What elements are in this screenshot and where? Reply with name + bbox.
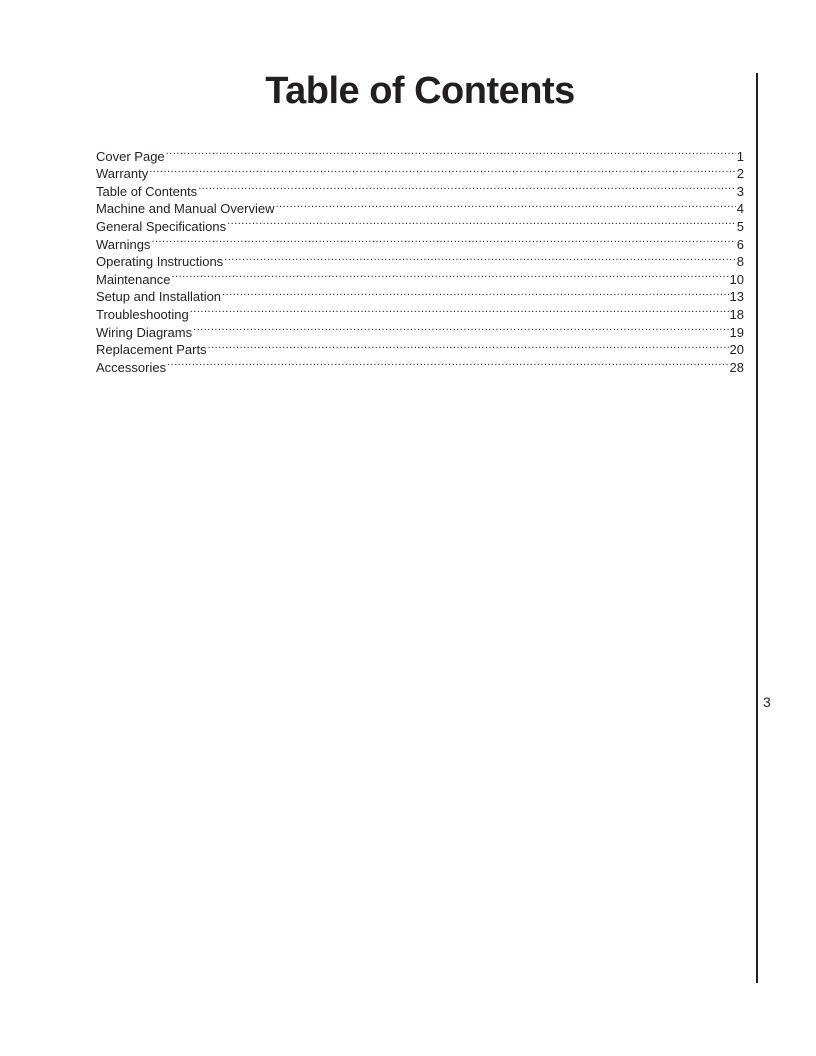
toc-entry[interactable] (96, 337, 744, 358)
toc-entry-page: 10 (729, 271, 744, 287)
toc-entry-label: Warranty (96, 166, 149, 182)
dot-leader (149, 161, 736, 179)
toc-entry[interactable] (96, 354, 744, 375)
toc-entry-page: 28 (729, 359, 744, 375)
toc-entry-page: 4 (736, 201, 744, 217)
toc-entry-label: Machine and Manual Overview (96, 201, 275, 217)
toc-entry[interactable] (96, 178, 744, 199)
toc-entry-label: Table of Contents (96, 183, 198, 199)
vertical-rule (756, 73, 758, 983)
page-title: Table of Contents (265, 70, 575, 112)
dot-leader (275, 196, 735, 214)
toc-entry-page: 1 (736, 148, 744, 164)
toc-entry-label: Replacement Parts (96, 342, 207, 358)
toc-entry-page: 19 (729, 324, 744, 340)
toc-entry[interactable] (96, 161, 744, 182)
dot-leader (224, 249, 736, 267)
toc-entry-page: 2 (736, 166, 744, 182)
toc-entry-page: 3 (736, 183, 744, 199)
toc-entry-label: Setup and Installation (96, 289, 222, 305)
toc-entry-label: Operating Instructions (96, 254, 224, 270)
toc-entry[interactable] (96, 301, 744, 322)
toc-entry[interactable] (96, 231, 744, 252)
toc-entry-page: 6 (736, 236, 744, 252)
toc-entry-page: 20 (729, 342, 744, 358)
toc-entry-label: Warnings (96, 236, 151, 252)
dot-leader (166, 143, 736, 161)
dot-leader (190, 301, 729, 319)
toc-entry-page: 5 (736, 218, 744, 234)
dot-leader (208, 337, 729, 355)
toc-entry-label: Cover Page (96, 148, 165, 164)
dot-leader (167, 354, 728, 372)
dot-leader (151, 231, 735, 249)
table-of-contents (96, 143, 744, 375)
toc-entry[interactable] (96, 143, 744, 164)
dot-leader (193, 319, 728, 337)
toc-entry[interactable] (96, 284, 744, 305)
toc-entry-label: Wiring Diagrams (96, 324, 193, 340)
page-number: 3 (763, 694, 771, 710)
toc-entry-page: 8 (736, 254, 744, 270)
dot-leader (222, 284, 728, 302)
toc-entry-label: Maintenance (96, 271, 171, 287)
toc-entry[interactable] (96, 266, 744, 287)
toc-entry[interactable] (96, 249, 744, 270)
toc-entry-label: Accessories (96, 359, 167, 375)
dot-leader (227, 213, 736, 231)
dot-leader (171, 266, 728, 284)
dot-leader (198, 178, 736, 196)
toc-entry-page: 18 (729, 306, 744, 322)
toc-entry-page: 13 (729, 289, 744, 305)
toc-entry-label: Troubleshooting (96, 306, 189, 322)
toc-entry-label: General Specifications (96, 218, 227, 234)
toc-entry[interactable] (96, 319, 744, 340)
